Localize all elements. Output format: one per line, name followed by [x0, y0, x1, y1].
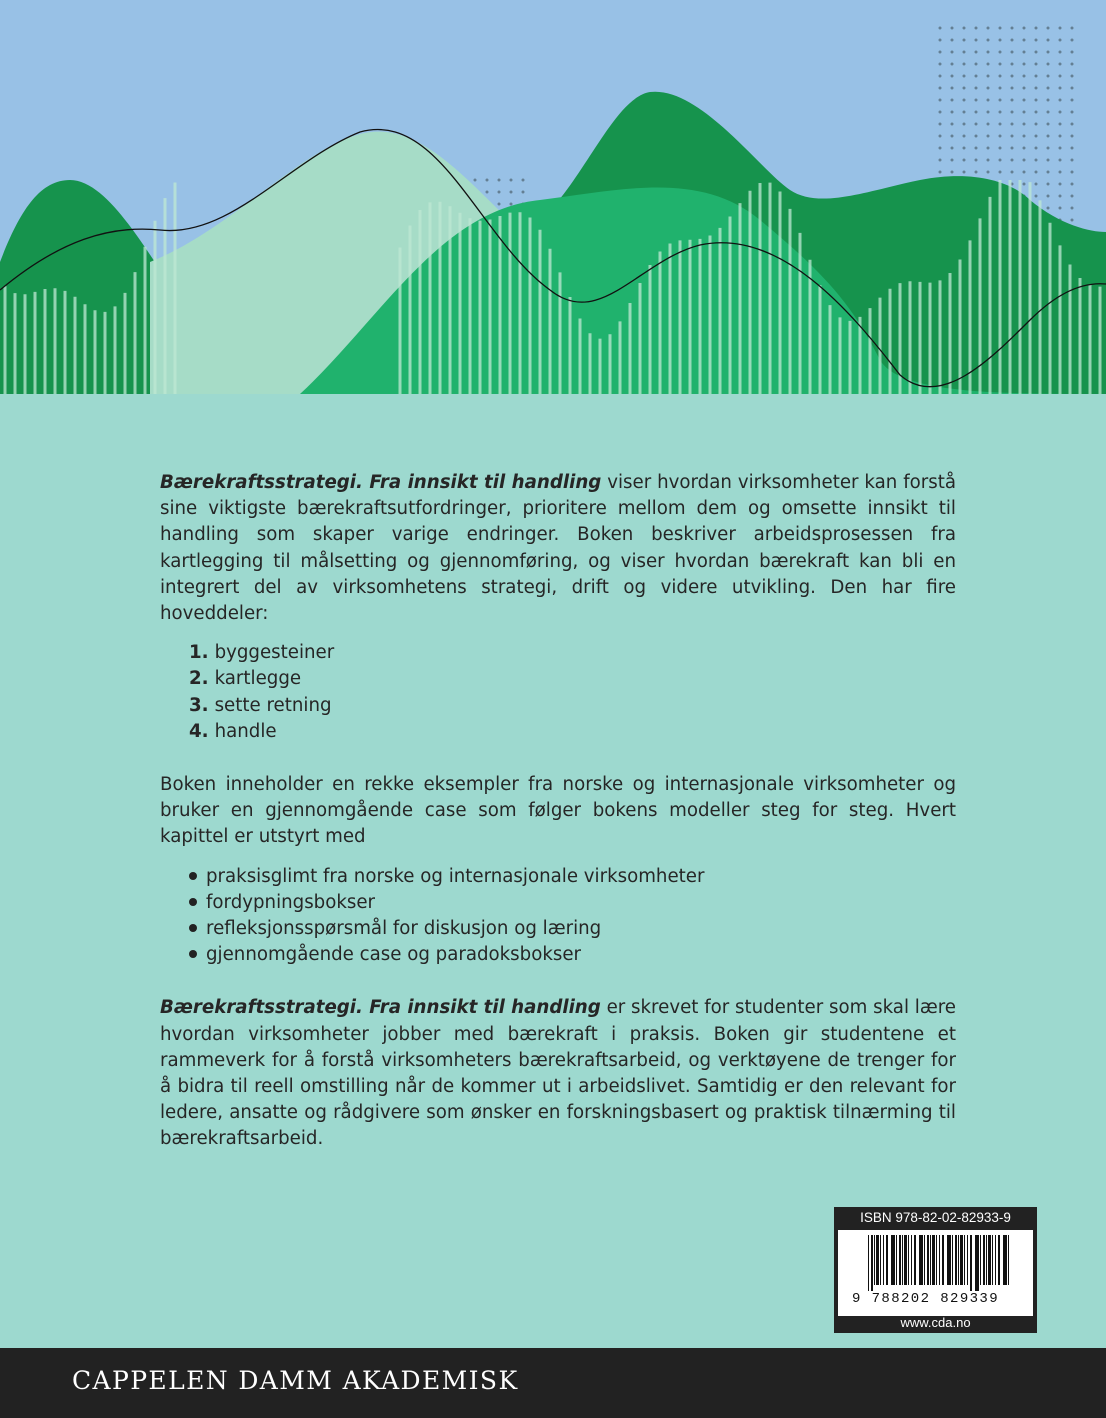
- bullet-icon: [189, 898, 197, 906]
- blurb-paragraph-3-text: er skrevet for studenter som skal lære hvordan virksomheter jobber med bærekraft i praksis. Boken gir studentene et rammeverk for å forstå virksomheters bærekraftsarbeid, og verktøyene de trenger for å bidra til reell omstilling når de kommer ut i arbeidslivet. Samtidig er den relevant for ledere, ansatte og rådgivere som ønsker en forskningsbasert og praktisk tilnærming til bærekraftsarbeid.: [160, 997, 956, 1150]
- publisher-footer: [0, 1348, 1106, 1418]
- publisher-logo: CAPPELEN DAMM AKADEMISK: [72, 1366, 519, 1395]
- list-item: 2. kartlegge: [189, 668, 302, 690]
- list-item: 4. handle: [189, 720, 277, 742]
- back-cover-blurb: [160, 470, 956, 1153]
- blurb-paragraph-2: Boken inneholder en rekke eksempler fra norske og internasjonale virksomheter og bruker en gjennomgående case som følger bokens modeller steg for steg. Hvert kapittel er utstyrt med: [160, 774, 956, 848]
- list-item: refleksjonsspørsmål for diskusjon og læring: [189, 916, 956, 942]
- publisher-website: www.cda.no: [900, 1315, 971, 1330]
- blurb-paragraph-1: [160, 470, 956, 627]
- blurb-paragraph-3: [160, 995, 956, 1152]
- list-item: 1. byggesteiner: [189, 642, 335, 664]
- list-item: fordypningsbokser: [189, 890, 956, 916]
- barcode-icon: [868, 1235, 1010, 1291]
- bullet-icon: [189, 950, 197, 958]
- list-item: gjennomgående case og paradoksbokser: [189, 942, 956, 968]
- isbn-label: ISBN 978-82-02-82933-9: [860, 1210, 1011, 1225]
- book-title: Bærekraftsstrategi. Fra innsikt til handling: [160, 472, 602, 493]
- chapter-features-list: [189, 864, 956, 969]
- main-parts-list: [189, 640, 956, 745]
- cover-illustration: [0, 0, 1106, 394]
- book-title: Bærekraftsstrategi. Fra innsikt til handling: [160, 997, 601, 1019]
- isbn-box: [834, 1207, 1037, 1333]
- barcode-panel: [838, 1230, 1033, 1316]
- bullet-icon: [189, 872, 197, 880]
- list-item: 3. sette retning: [189, 694, 332, 716]
- bullet-icon: [189, 924, 197, 932]
- list-item: praksisglimt fra norske og internasjonale virksomheter: [189, 864, 956, 890]
- barcode-digits: 9 788202 829339: [852, 1291, 1000, 1307]
- blurb-paragraph-1-text: viser hvordan virksomheter kan forstå sine viktigste bærekraftsutfordringer, prioritere mellom dem og omsette innsikt til handling som skaper varige endringer. Boken beskriver arbeidsprosessen fra kartlegging til målsetting og gjennomføring, og viser hvordan bærekraft kan bli en integrert del av virksomhetens strategi, drift og videre utvikling. Den har fire hoveddeler:: [160, 472, 956, 625]
